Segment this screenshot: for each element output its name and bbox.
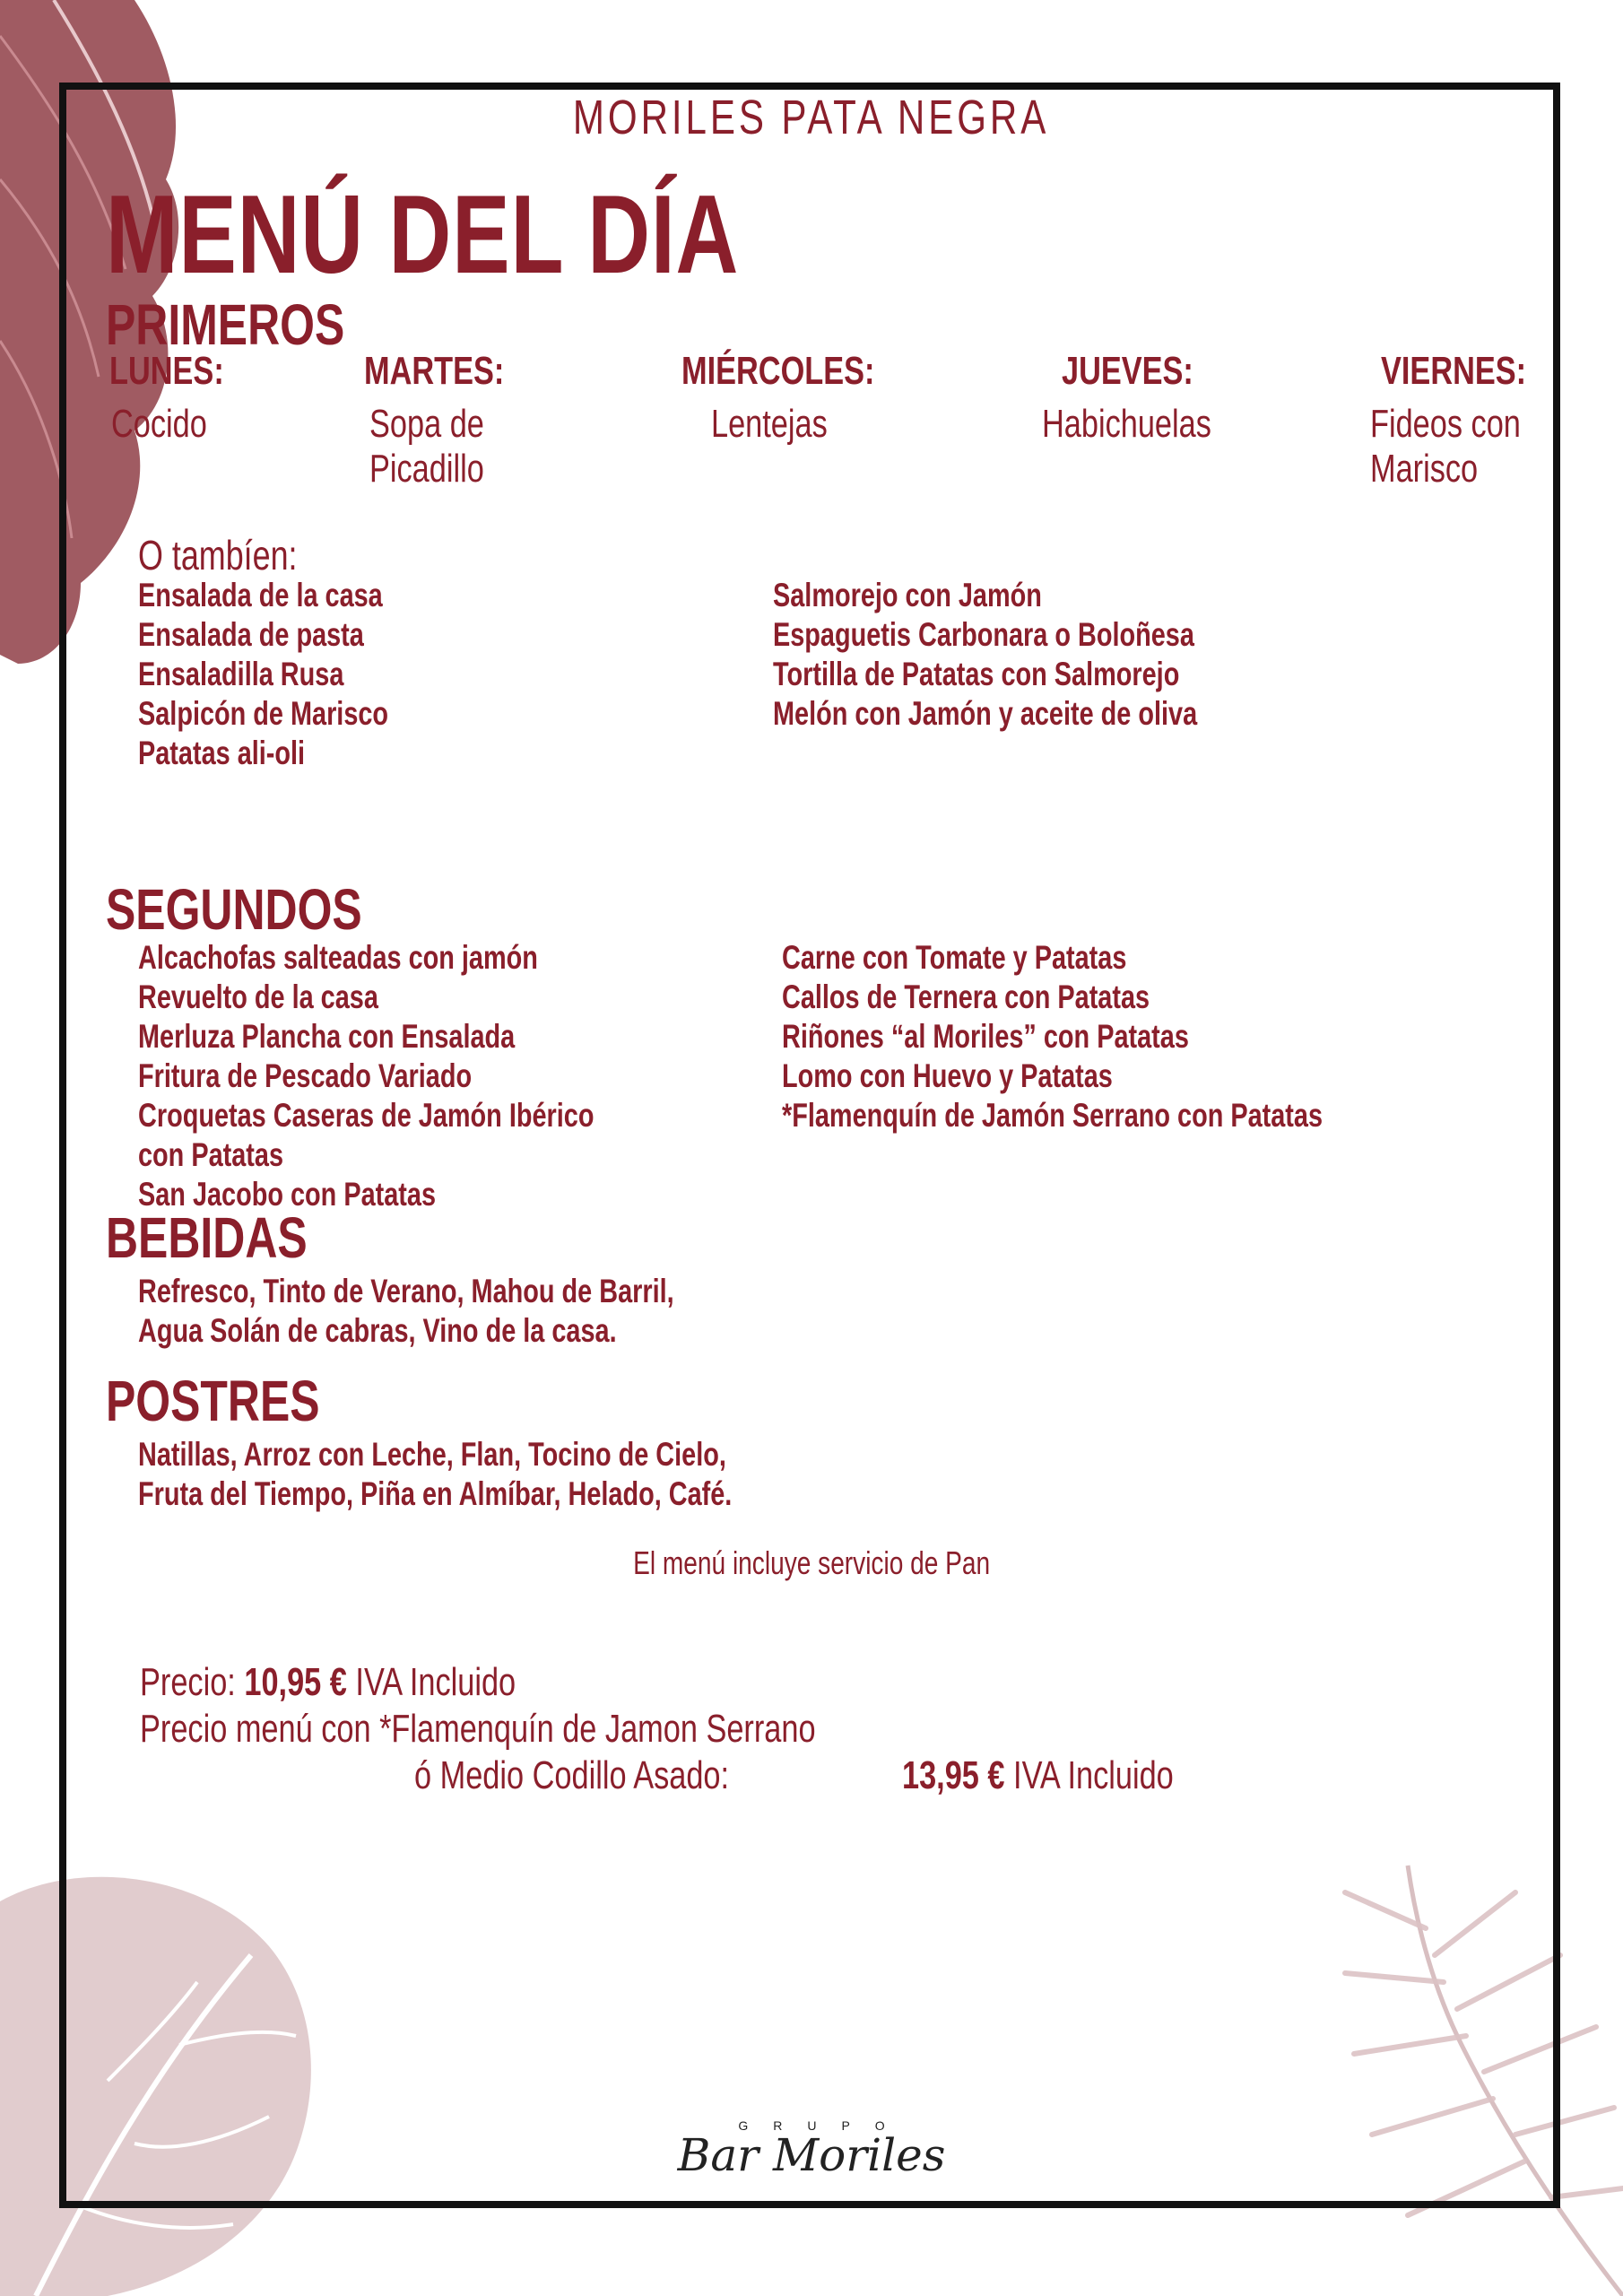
- day-viernes: VIERNES:: [1381, 349, 1527, 393]
- special-price-line2: ó Medio Codillo Asado:: [414, 1753, 730, 1797]
- list-item: Refresco, Tinto de Verano, Mahou de Barril,: [138, 1273, 674, 1309]
- list-item: *Flamenquín de Jamón Serrano con Patatas: [782, 1097, 1324, 1134]
- dish-martes: Sopa de Picadillo: [369, 402, 484, 491]
- day-jueves: JUEVES:: [1062, 349, 1193, 393]
- dish-viernes: Fideos con Marisco: [1370, 402, 1521, 491]
- list-item: Alcachofas salteadas con jamón: [138, 939, 538, 976]
- restaurant-name: MORILES PATA NEGRA: [573, 91, 1050, 144]
- list-item: Patatas ali-oli: [138, 735, 306, 771]
- postres-heading: POSTRES: [106, 1369, 320, 1433]
- day-miercoles: MIÉRCOLES:: [681, 349, 875, 393]
- dish-lunes: Cocido: [111, 402, 207, 446]
- list-item: con Patatas: [138, 1136, 284, 1173]
- day-lunes: LUNES:: [109, 349, 224, 393]
- primeros-heading: PRIMEROS: [106, 292, 345, 357]
- special-price-value: 13,95 € IVA Incluido: [902, 1753, 1174, 1797]
- list-item: Ensaladilla Rusa: [138, 656, 344, 692]
- list-item: San Jacobo con Patatas: [138, 1176, 437, 1213]
- grupo-bar-moriles-logo: GRUPO Bar Moriles: [677, 2118, 946, 2181]
- bebidas-heading: BEBIDAS: [106, 1205, 308, 1270]
- menu-title: MENÚ DEL DÍA: [106, 173, 740, 297]
- segundos-heading: SEGUNDOS: [106, 877, 362, 942]
- day-martes: MARTES:: [364, 349, 505, 393]
- list-item: Salpicón de Marisco: [138, 695, 389, 732]
- price-value: 10,95 €: [244, 1660, 347, 1704]
- list-item: Merluza Plancha con Ensalada: [138, 1018, 516, 1055]
- list-item: Espaguetis Carbonara o Boloñesa: [773, 616, 1194, 653]
- list-item: Tortilla de Patatas con Salmorejo: [773, 656, 1180, 692]
- list-item: Lomo con Huevo y Patatas: [782, 1057, 1113, 1094]
- list-item: Callos de Ternera con Patatas: [782, 978, 1150, 1015]
- bread-note: El menú incluye servicio de Pan: [632, 1544, 990, 1581]
- list-item: Ensalada de pasta: [138, 616, 364, 653]
- list-item: Carne con Tomate y Patatas: [782, 939, 1127, 976]
- dish-jueves: Habichuelas: [1042, 402, 1211, 446]
- list-item: Natillas, Arroz con Leche, Flan, Tocino de Cielo,: [138, 1436, 726, 1473]
- also-label: O tambíen:: [138, 532, 298, 578]
- list-item: Ensalada de la casa: [138, 577, 383, 613]
- primeros-left-list: [138, 576, 459, 773]
- segundos-right-list: [782, 938, 1475, 1135]
- special-price-line1: Precio menú con *Flamenquín de Jamon Serrano: [140, 1707, 816, 1751]
- list-item: Salmorejo con Jamón: [773, 577, 1042, 613]
- list-item: Fritura de Pescado Variado: [138, 1057, 473, 1094]
- list-item: Melón con Jamón y aceite de oliva: [773, 695, 1198, 732]
- segundos-left-list: [138, 938, 723, 1214]
- primeros-right-list: [773, 576, 1317, 734]
- list-item: Revuelto de la casa: [138, 978, 378, 1015]
- dish-miercoles: Lentejas: [711, 402, 828, 446]
- postres-list: [138, 1435, 899, 1514]
- bebidas-list: [138, 1272, 825, 1351]
- list-item: Agua Solán de cabras, Vino de la casa.: [138, 1312, 617, 1349]
- list-item: Croquetas Caseras de Jamón Ibérico: [138, 1097, 595, 1134]
- list-item: Riñones “al Moriles” con Patatas: [782, 1018, 1189, 1055]
- price-line: Precio: 10,95 € IVA Incluido: [140, 1660, 516, 1704]
- list-item: Fruta del Tiempo, Piña en Almíbar, Helado, Café.: [138, 1475, 733, 1512]
